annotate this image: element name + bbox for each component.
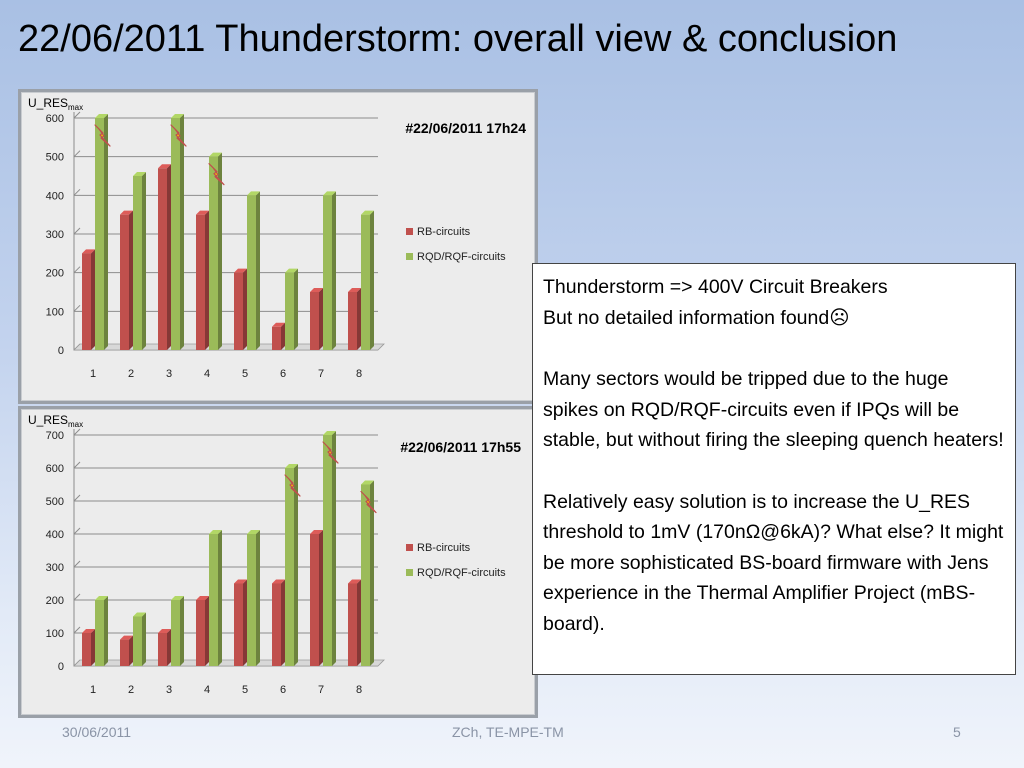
gridline-depth [74,561,80,567]
bar-rqd-rqf-circuits [133,176,142,350]
bar-side [104,114,108,350]
y-tick-label: 400 [45,190,64,203]
bar-rb-circuits [158,168,167,350]
bar-side [129,636,133,666]
x-tick-label: 6 [279,368,287,380]
gridline-depth [74,151,80,157]
bar-rqd-rqf-circuits [171,600,180,666]
bar-rb-circuits [196,215,205,350]
y-axis-label-subscript: max [68,420,84,429]
y-tick-label: 400 [45,529,64,541]
gridline-depth [74,594,80,600]
chart-17h55 [18,406,538,718]
gridline-depth [74,462,80,468]
bar-rb-circuits [348,292,357,350]
bar-rb-circuits [120,640,129,666]
bar-side [142,172,146,350]
bar-side [357,288,361,350]
conclusion-text-box [532,263,1016,675]
x-tick-label: 3 [165,684,173,696]
conclusion-line-2-text: But no detailed information found [543,306,830,329]
bar-rb-circuits [234,584,243,667]
x-tick-label: 8 [355,684,363,696]
bar-side [180,596,184,666]
conclusion-paragraph-solution: Relatively easy solution is to increase the U_RES threshold to 1mV (170nΩ@6kA)? What else? It might be more sophisticated BS-board firmware with Jens experience in the Thermal Amplifier Project (mBS-board). [543,490,1004,635]
y-tick-label: 600 [45,113,64,125]
bar-side [332,431,336,666]
y-tick-label: 500 [45,496,64,508]
bar-rqd-rqf-circuits [209,534,218,666]
bar-rb-circuits [82,633,91,666]
paragraph-gap [543,456,1005,487]
legend-swatch [406,228,413,235]
bar-side [104,596,108,666]
bar-side [218,530,222,666]
bar-side [370,211,374,350]
conclusion-line-2 [543,303,1005,334]
bar-side [167,629,171,666]
bar-rqd-rqf-circuits [171,118,180,350]
gridline-depth [74,429,80,435]
x-tick-label: 3 [165,368,173,380]
legend-swatch [406,253,413,260]
bar-rb-circuits [234,273,243,350]
paragraph-gap [543,333,1005,364]
bar-rb-circuits [272,327,281,350]
bar-rqd-rqf-circuits [361,215,370,350]
gridline-depth [74,189,80,195]
y-axis-label-subscript: max [68,103,84,112]
x-tick-label: 5 [241,684,249,696]
y-tick-label: 300 [45,562,64,574]
bar-rqd-rqf-circuits [209,157,218,350]
x-tick-label: 1 [89,368,97,380]
y-tick-label: 300 [45,229,64,241]
legend-swatch [406,569,413,576]
bar-rqd-rqf-circuits [323,195,332,350]
bar-rb-circuits [82,253,91,350]
bar-side [180,114,184,350]
bar-side [319,530,323,666]
x-tick-label: 4 [203,368,211,380]
y-tick-label: 600 [45,463,64,475]
y-tick-label: 0 [57,345,64,357]
legend-label: RQD/RQF-circuits [417,251,506,263]
x-tick-label: 4 [203,684,211,696]
bar-side [167,164,171,350]
gridline-depth [74,627,80,633]
bar-side [243,580,247,667]
conclusion-line-1: Thunderstorm => 400V Circuit Breakers [543,276,888,298]
gridline-depth [74,305,80,311]
legend-label: RQD/RQF-circuits [417,567,506,579]
gridline-depth [74,228,80,234]
bar-rqd-rqf-circuits [247,195,256,350]
bar-side [129,211,133,350]
bar-rqd-rqf-circuits [247,534,256,666]
sad-face-icon: ☹ [829,306,850,329]
x-tick-label: 7 [317,684,325,696]
bar-rqd-rqf-circuits [323,435,332,666]
chart-timestamp: #22/06/2011 17h55 [400,439,521,455]
gridline-depth [74,528,80,534]
bar-side [281,323,285,350]
y-tick-label: 200 [45,267,64,280]
bar-side [319,288,323,350]
bar-side [357,580,361,667]
x-tick-label: 7 [317,368,325,380]
bar-side [91,629,95,666]
footer-date: 30/06/2011 [62,724,132,740]
y-tick-label: 0 [57,661,64,673]
bar-rb-circuits [272,584,281,667]
bar-side [281,580,285,667]
chart-17h24-svg [21,92,535,401]
legend-swatch [406,544,413,551]
chart-timestamp: #22/06/2011 17h24 [405,120,526,136]
x-tick-label: 1 [89,684,97,696]
bar-rqd-rqf-circuits [361,485,370,667]
x-tick-label: 2 [127,368,135,380]
y-axis-label: $U\_RES_{max}$ [28,96,84,112]
y-tick-label: 500 [45,151,64,164]
bar-side [332,191,336,350]
chart-17h24 [18,89,538,404]
bar-side [294,269,298,350]
y-axis-label: $U\_RES_{max}$ [28,413,84,429]
legend-label: RB-circuits [417,226,471,238]
bar-rqd-rqf-circuits [95,600,104,666]
x-tick-label: 2 [127,684,135,696]
bar-side [142,613,146,667]
bar-side [205,596,209,666]
slide-title: 22/06/2011 Thunderstorm: overall view & conclusion [18,18,898,60]
bar-rb-circuits [348,584,357,667]
bar-rb-circuits [158,633,167,666]
y-tick-label: 100 [45,306,64,319]
gridline-depth [74,267,80,273]
bar-side [256,191,260,350]
x-tick-label: 8 [355,368,363,380]
bar-side [256,530,260,666]
x-tick-label: 6 [279,684,287,696]
conclusion-paragraph-sectors: Many sectors would be tripped due to the huge spikes on RQD/RQF-circuits even if IPQs will be stable, but without firing the sleeping quench heaters! [543,368,1004,451]
y-tick-label: 700 [45,430,64,442]
y-tick-label: 200 [45,595,64,607]
bar-rb-circuits [196,600,205,666]
bar-rqd-rqf-circuits [285,468,294,666]
bar-side [205,211,209,350]
footer-author: ZCh, TE-MPE-TM [452,724,564,740]
chart-17h55-svg [21,409,535,715]
bar-rqd-rqf-circuits [133,617,142,667]
bar-side [243,269,247,350]
bar-rb-circuits [310,534,319,666]
bar-rqd-rqf-circuits [285,273,294,350]
x-tick-label: 5 [241,368,249,380]
bar-rb-circuits [120,215,129,350]
legend-label: RB-circuits [417,542,471,554]
gridline-depth [74,112,80,118]
bar-rb-circuits [310,292,319,350]
bar-rqd-rqf-circuits [95,118,104,350]
y-tick-label: 100 [45,628,64,640]
footer-page-number: 5 [953,724,961,740]
bar-side [91,249,95,350]
gridline-depth [74,495,80,501]
